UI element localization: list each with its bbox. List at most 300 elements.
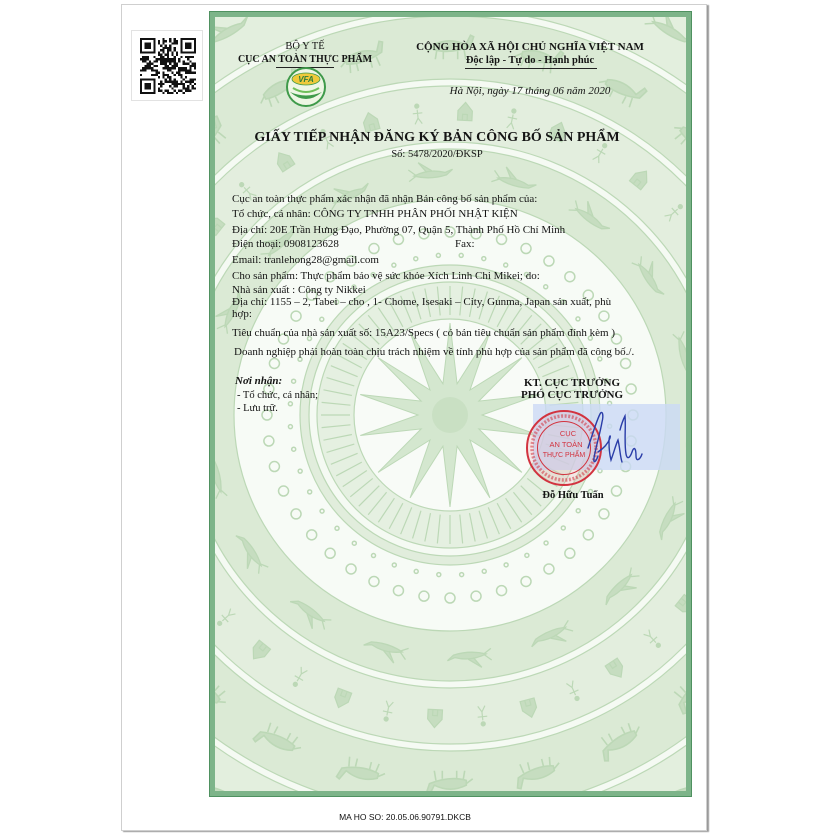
qr-module (147, 58, 149, 60)
qr-module (194, 47, 196, 49)
qr-module (160, 90, 162, 92)
qr-module (147, 78, 149, 80)
qr-module (171, 92, 173, 94)
qr-module (185, 51, 187, 53)
qr-module (167, 67, 169, 69)
qr-module (144, 47, 146, 49)
qr-module (153, 51, 155, 53)
qr-module (149, 42, 151, 44)
phone-line: Điện thoại: 0908123628 (232, 238, 339, 250)
qr-module (185, 69, 187, 71)
qr-module (189, 83, 191, 85)
qr-module (153, 87, 155, 89)
qr-module (158, 40, 160, 42)
qr-module (183, 63, 185, 65)
qr-module (142, 51, 144, 53)
qr-module (194, 65, 196, 67)
qr-module (160, 56, 162, 58)
qr-module (162, 56, 164, 58)
qr-module (140, 87, 142, 89)
qr-module (149, 78, 151, 80)
qr-module (140, 45, 142, 47)
qr-module (153, 78, 155, 80)
qr-module (144, 65, 146, 67)
qr-module (178, 67, 180, 69)
qr-module (165, 40, 167, 42)
qr-module (140, 38, 142, 40)
qr-module (160, 58, 162, 60)
qr-module (189, 81, 191, 83)
qr-module (180, 45, 182, 47)
qr-module (140, 49, 142, 51)
qr-module (183, 92, 185, 94)
recipients-heading: Nơi nhận: (235, 375, 283, 387)
qr-module (165, 67, 167, 69)
vfa-logo (284, 66, 328, 108)
qr-module (189, 67, 191, 69)
qr-module (189, 60, 191, 62)
stamp-text-line: THỰC PHẨM (542, 452, 586, 459)
qr-module (142, 78, 144, 80)
qr-module (174, 81, 176, 83)
product-line: Cho sản phẩm: Thực phẩm bảo vệ sức khỏe Xích Linh Chi Mikei; do: (232, 270, 540, 282)
qr-module (187, 51, 189, 53)
qr-module (171, 54, 173, 56)
qr-module (178, 58, 180, 60)
qr-module (176, 42, 178, 44)
qr-module (183, 67, 185, 69)
qr-module (185, 87, 187, 89)
drum-center-disc (432, 397, 468, 433)
qr-module (153, 74, 155, 76)
qr-module (176, 51, 178, 53)
qr-module (162, 47, 164, 49)
qr-module (140, 83, 142, 85)
qr-module (192, 81, 194, 83)
qr-module (167, 69, 169, 71)
qr-module (158, 72, 160, 74)
qr-module (167, 49, 169, 51)
qr-module (167, 74, 169, 76)
qr-module (176, 92, 178, 94)
qr-module (187, 81, 189, 83)
qr-module (147, 47, 149, 49)
qr-module (158, 58, 160, 60)
qr-module (192, 87, 194, 89)
qr-module (167, 51, 169, 53)
qr-module (140, 90, 142, 92)
motto-underline (465, 68, 597, 69)
qr-module (144, 92, 146, 94)
qr-module (194, 40, 196, 42)
qr-module (156, 60, 158, 62)
qr-module (187, 38, 189, 40)
qr-module (169, 40, 171, 42)
qr-module (185, 47, 187, 49)
qr-module (151, 78, 153, 80)
qr-module (153, 85, 155, 87)
qr-module (142, 58, 144, 60)
qr-module (162, 92, 164, 94)
qr-module (144, 67, 146, 69)
qr-module (144, 60, 146, 62)
qr-module (180, 83, 182, 85)
qr-module (153, 65, 155, 67)
qr-module (162, 38, 164, 40)
qr-module (185, 63, 187, 65)
qr-module (169, 45, 171, 47)
qr-module (147, 42, 149, 44)
qr-module (174, 56, 176, 58)
qr-module (144, 51, 146, 53)
qr-module (165, 58, 167, 60)
qr-module (165, 45, 167, 47)
qr-module (160, 60, 162, 62)
qr-module (167, 54, 169, 56)
qr-module (153, 45, 155, 47)
qr-module (174, 38, 176, 40)
qr-module (149, 85, 151, 87)
qr-module (153, 38, 155, 40)
qr-module (192, 63, 194, 65)
qr-module (187, 63, 189, 65)
qr-module (187, 58, 189, 60)
qr-module (171, 51, 173, 53)
qr-module (167, 65, 169, 67)
manufacturer-address-line-2: hợp: (232, 308, 252, 320)
qr-module (189, 38, 191, 40)
qr-module (149, 63, 151, 65)
qr-module (180, 38, 182, 40)
qr-module (162, 74, 164, 76)
qr-module (189, 51, 191, 53)
qr-module (162, 83, 164, 85)
qr-module (165, 90, 167, 92)
qr-module (140, 85, 142, 87)
qr-module (187, 56, 189, 58)
qr-module (162, 49, 164, 51)
qr-module (144, 42, 146, 44)
qr-module (158, 83, 160, 85)
qr-module (149, 67, 151, 69)
signer-name: Đỗ Hữu Tuấn (542, 490, 604, 501)
qr-module (151, 38, 153, 40)
qr-module (162, 58, 164, 60)
qr-module (149, 65, 151, 67)
qr-module (144, 78, 146, 80)
qr-module (189, 72, 191, 74)
qr-module (189, 90, 191, 92)
qr-module (185, 81, 187, 83)
qr-module (144, 69, 146, 71)
qr-module (153, 40, 155, 42)
signature-stroke (598, 436, 622, 462)
qr-module (147, 92, 149, 94)
intro-line: Cục an toàn thực phẩm xác nhận đã nhận Bản công bố sản phẩm của: (232, 193, 538, 205)
qr-module (192, 65, 194, 67)
qr-module (167, 90, 169, 92)
qr-module (185, 72, 187, 74)
qr-module (149, 87, 151, 89)
responsibility-line: Doanh nghiệp phải hoàn toàn chịu trách nhiệm về tính phù hợp của sản phẩm đã công bố./. (234, 346, 635, 358)
qr-module (169, 38, 171, 40)
qr-module (147, 67, 149, 69)
qr-module (153, 42, 155, 44)
qr-module (174, 85, 176, 87)
qr-module (158, 51, 160, 53)
qr-module (171, 67, 173, 69)
qr-module (162, 76, 164, 78)
qr-module (169, 78, 171, 80)
certificate-title: GIẤY TIẾP NHẬN ĐĂNG KÝ BẢN CÔNG BỐ SẢN PHẨM (254, 130, 620, 145)
qr-module (176, 72, 178, 74)
qr-module (174, 90, 176, 92)
qr-module (147, 63, 149, 65)
qr-module (165, 54, 167, 56)
qr-module (192, 72, 194, 74)
standard-line: Tiêu chuẩn của nhà sản xuất số: 15A23/Specs ( có bản tiêu chuẩn sản phẩm đính kèm ) (232, 327, 615, 339)
qr-module (147, 83, 149, 85)
qr-module (189, 56, 191, 58)
qr-module (180, 81, 182, 83)
qr-module (169, 69, 171, 71)
signing-authority: KT. CỤC TRƯỞNG (523, 377, 621, 389)
qr-module (185, 90, 187, 92)
qr-module (149, 51, 151, 53)
qr-module (174, 40, 176, 42)
qr-module (149, 47, 151, 49)
logo-text: VFA (298, 75, 314, 84)
fax-label: Fax: (455, 238, 475, 250)
qr-module (174, 78, 176, 80)
qr-module (176, 54, 178, 56)
qr-module (180, 47, 182, 49)
qr-code (140, 38, 196, 94)
qr-module (153, 49, 155, 51)
qr-module (140, 40, 142, 42)
qr-module (169, 81, 171, 83)
qr-module (165, 60, 167, 62)
qr-module (158, 76, 160, 78)
qr-module (147, 45, 149, 47)
qr-module (167, 56, 169, 58)
qr-module (192, 78, 194, 80)
qr-module (149, 45, 151, 47)
address-line: Địa chỉ: 20E Trần Hưng Đạo, Phường 07, Quận 5, Thành Phố Hồ Chí Minh (232, 224, 566, 236)
place-and-date: Hà Nội, ngày 17 tháng 06 năm 2020 (449, 85, 611, 97)
qr-module (149, 38, 151, 40)
qr-module (153, 47, 155, 49)
qr-module (156, 72, 158, 74)
qr-module (194, 87, 196, 89)
qr-module (174, 83, 176, 85)
qr-module (140, 58, 142, 60)
qr-module (140, 69, 142, 71)
qr-module (160, 63, 162, 65)
qr-module (194, 51, 196, 53)
qr-module (149, 83, 151, 85)
qr-module (160, 49, 162, 51)
qr-module (194, 45, 196, 47)
qr-module (185, 42, 187, 44)
qr-module (162, 60, 164, 62)
qr-module (162, 51, 164, 53)
qr-module (165, 63, 167, 65)
qr-module (167, 47, 169, 49)
qr-module (144, 58, 146, 60)
qr-module (140, 74, 142, 76)
qr-module (147, 38, 149, 40)
qr-module (153, 90, 155, 92)
manufacturer-address-line-1: Địa chỉ: 1155 – 2, Tabei – cho , 1- Chome, Isesaki – City, Gunma, Japan sản xuất, phù (232, 296, 612, 308)
qr-module (183, 38, 185, 40)
qr-module (180, 49, 182, 51)
qr-module (171, 83, 173, 85)
qr-module (189, 65, 191, 67)
qr-module (160, 54, 162, 56)
qr-module (142, 56, 144, 58)
qr-module (153, 92, 155, 94)
qr-module (158, 90, 160, 92)
qr-module (180, 69, 182, 71)
qr-module (174, 49, 176, 51)
qr-module (187, 47, 189, 49)
qr-module (144, 56, 146, 58)
qr-module (189, 78, 191, 80)
qr-module (185, 76, 187, 78)
qr-module (171, 42, 173, 44)
organization-line: Tổ chức, cá nhân: CÔNG TY TNHH PHÂN PHỐI NHẬT KIỆN (232, 208, 518, 220)
qr-module (162, 63, 164, 65)
qr-module (165, 74, 167, 76)
qr-module (144, 38, 146, 40)
qr-module (140, 92, 142, 94)
qr-module (176, 83, 178, 85)
qr-module (169, 47, 171, 49)
qr-module (180, 40, 182, 42)
qr-module (194, 38, 196, 40)
qr-module (162, 67, 164, 69)
qr-module (158, 54, 160, 56)
qr-module (167, 58, 169, 60)
qr-module (144, 83, 146, 85)
qr-module (174, 63, 176, 65)
qr-module (142, 69, 144, 71)
qr-module (180, 67, 182, 69)
qr-module (151, 92, 153, 94)
manufacturer-line: Nhà sản xuất : Công ty Nikkei (232, 284, 366, 296)
qr-module (140, 81, 142, 83)
qr-module (169, 49, 171, 51)
email-line: Email: tranlehong28@gmail.com (232, 254, 379, 266)
qr-module (147, 56, 149, 58)
qr-module (178, 60, 180, 62)
qr-module (156, 74, 158, 76)
qr-module (189, 69, 191, 71)
qr-module (151, 74, 153, 76)
qr-module (187, 72, 189, 74)
qr-module (192, 85, 194, 87)
qr-module (140, 42, 142, 44)
qr-module (178, 72, 180, 74)
qr-module (142, 60, 144, 62)
qr-module (142, 38, 144, 40)
qr-module (189, 42, 191, 44)
qr-module (187, 85, 189, 87)
qr-module (167, 76, 169, 78)
qr-module (189, 45, 191, 47)
qr-module (174, 47, 176, 49)
qr-module (169, 67, 171, 69)
signature-stroke (620, 416, 642, 460)
qr-module (149, 92, 151, 94)
qr-module (144, 45, 146, 47)
qr-module (147, 65, 149, 67)
qr-module (171, 81, 173, 83)
qr-module (153, 69, 155, 71)
qr-module (194, 63, 196, 65)
qr-module (180, 76, 182, 78)
qr-module (156, 65, 158, 67)
qr-module (187, 69, 189, 71)
qr-module (183, 69, 185, 71)
qr-module (171, 65, 173, 67)
qr-module (149, 60, 151, 62)
qr-module (165, 78, 167, 80)
qr-module (174, 42, 176, 44)
qr-module (162, 42, 164, 44)
qr-module (192, 56, 194, 58)
qr-module (160, 81, 162, 83)
qr-module (169, 63, 171, 65)
qr-module (147, 51, 149, 53)
recipient-item: - Tổ chức, cá nhân; (237, 390, 319, 401)
qr-module (187, 45, 189, 47)
qr-module (194, 83, 196, 85)
qr-module (194, 67, 196, 69)
qr-module (167, 81, 169, 83)
qr-module (156, 58, 158, 60)
signature-stroke (588, 412, 603, 461)
qr-module (140, 47, 142, 49)
qr-module (165, 47, 167, 49)
qr-module (176, 40, 178, 42)
qr-module (176, 81, 178, 83)
qr-module (151, 51, 153, 53)
stamp-text-line: CỤC (559, 429, 577, 438)
qr-module (160, 83, 162, 85)
qr-module (183, 51, 185, 53)
qr-module (192, 51, 194, 53)
qr-module (176, 85, 178, 87)
qr-module (174, 60, 176, 62)
qr-module (171, 60, 173, 62)
qr-module (153, 83, 155, 85)
qr-module (178, 74, 180, 76)
qr-module (194, 78, 196, 80)
qr-module (176, 65, 178, 67)
qr-module (189, 47, 191, 49)
qr-module (140, 78, 142, 80)
qr-module (167, 60, 169, 62)
agency-name: CỤC AN TOÀN THỰC PHẨM (237, 54, 373, 65)
qr-module (169, 58, 171, 60)
qr-module (169, 85, 171, 87)
qr-module (171, 87, 173, 89)
qr-module (187, 42, 189, 44)
handwritten-signature (584, 408, 646, 470)
qr-module (185, 45, 187, 47)
